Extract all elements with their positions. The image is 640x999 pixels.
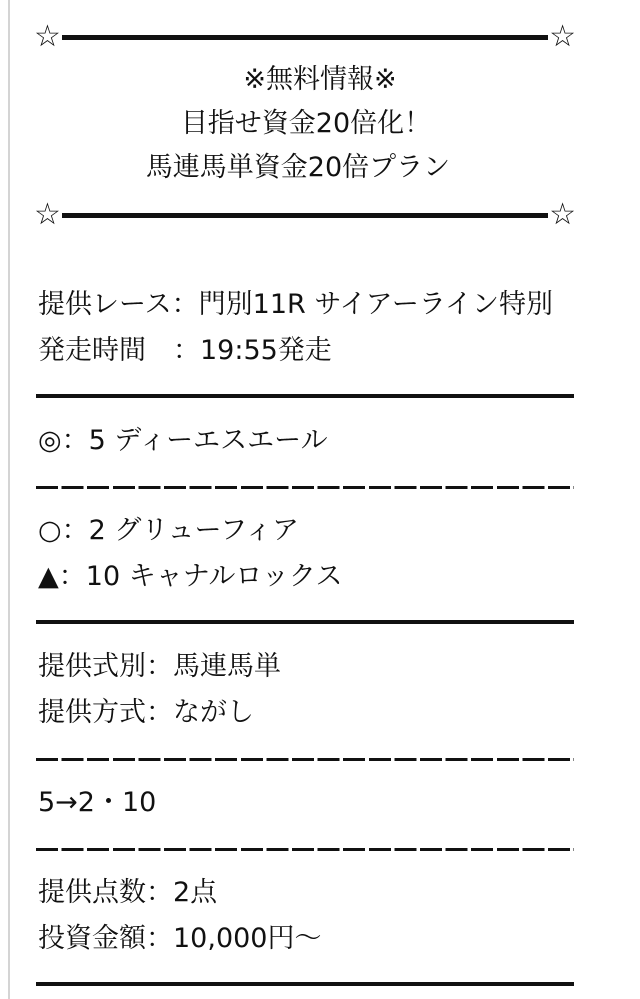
section-divider bbox=[36, 982, 574, 986]
title-line-goal: 目指せ資金20倍化！ bbox=[180, 108, 432, 139]
header-title bbox=[40, 58, 600, 190]
horse-number: 5 bbox=[88, 425, 106, 456]
pick-row-taikou bbox=[38, 514, 299, 548]
amount-row bbox=[38, 922, 321, 956]
pick-row-honmei bbox=[38, 424, 328, 458]
start-time-value: 19:55発走 bbox=[200, 335, 332, 366]
points-label: 提供点数： bbox=[38, 877, 173, 908]
section-divider bbox=[36, 394, 574, 398]
star-icon: ☆ bbox=[34, 19, 61, 54]
amount-label: 投資金額： bbox=[38, 923, 173, 954]
star-icon: ☆ bbox=[549, 19, 576, 54]
star-icon: ☆ bbox=[34, 197, 61, 232]
star-icon: ☆ bbox=[549, 197, 576, 232]
star-divider-top bbox=[34, 18, 576, 58]
race-row bbox=[38, 288, 553, 322]
section-divider bbox=[36, 620, 574, 624]
double-circle-mark: ◎ bbox=[38, 425, 62, 456]
star-divider-bottom bbox=[34, 196, 576, 236]
race-label: 提供レース： bbox=[38, 289, 199, 320]
pick-separator: ： bbox=[61, 515, 89, 546]
bet-method-value: ながし bbox=[173, 697, 254, 728]
title-line-free-info: ※無料情報※ bbox=[243, 64, 397, 95]
pick-row-tanana bbox=[38, 560, 343, 594]
bet-type-label: 提供式別： bbox=[38, 651, 173, 682]
bet-type-value: 馬連馬単 bbox=[173, 651, 281, 682]
amount-value: 10,000円〜 bbox=[173, 923, 322, 954]
bet-type-row bbox=[38, 650, 281, 684]
combination-row bbox=[38, 786, 156, 820]
horse-name: ディーエスエール bbox=[114, 425, 328, 456]
points-value: 2点 bbox=[173, 877, 218, 908]
divider-bar bbox=[62, 213, 548, 218]
pick-separator: ： bbox=[61, 425, 89, 456]
triangle-mark: ▲ bbox=[38, 561, 59, 592]
combination-value: 5→2・10 bbox=[38, 787, 157, 818]
divider-bar bbox=[62, 35, 548, 40]
dashed-divider bbox=[36, 758, 574, 761]
horse-name: キャナルロックス bbox=[128, 561, 343, 592]
race-value: 門別11R サイアーライン特別 bbox=[198, 289, 554, 320]
horse-name: グリューフィア bbox=[114, 515, 300, 546]
dashed-divider bbox=[36, 848, 574, 851]
pick-separator: ： bbox=[58, 561, 86, 592]
points-row bbox=[38, 876, 217, 910]
start-time-row bbox=[38, 334, 332, 368]
title-line-plan: 馬連馬単資金20倍プラン bbox=[145, 152, 451, 183]
start-time-label: 発走時間 ： bbox=[38, 335, 200, 366]
bet-method-row bbox=[38, 696, 254, 730]
dashed-divider bbox=[36, 486, 574, 489]
horse-number: 2 bbox=[88, 515, 106, 546]
circle-mark: ○ bbox=[38, 515, 62, 546]
horse-number: 10 bbox=[85, 561, 121, 592]
bet-method-label: 提供方式： bbox=[38, 697, 173, 728]
